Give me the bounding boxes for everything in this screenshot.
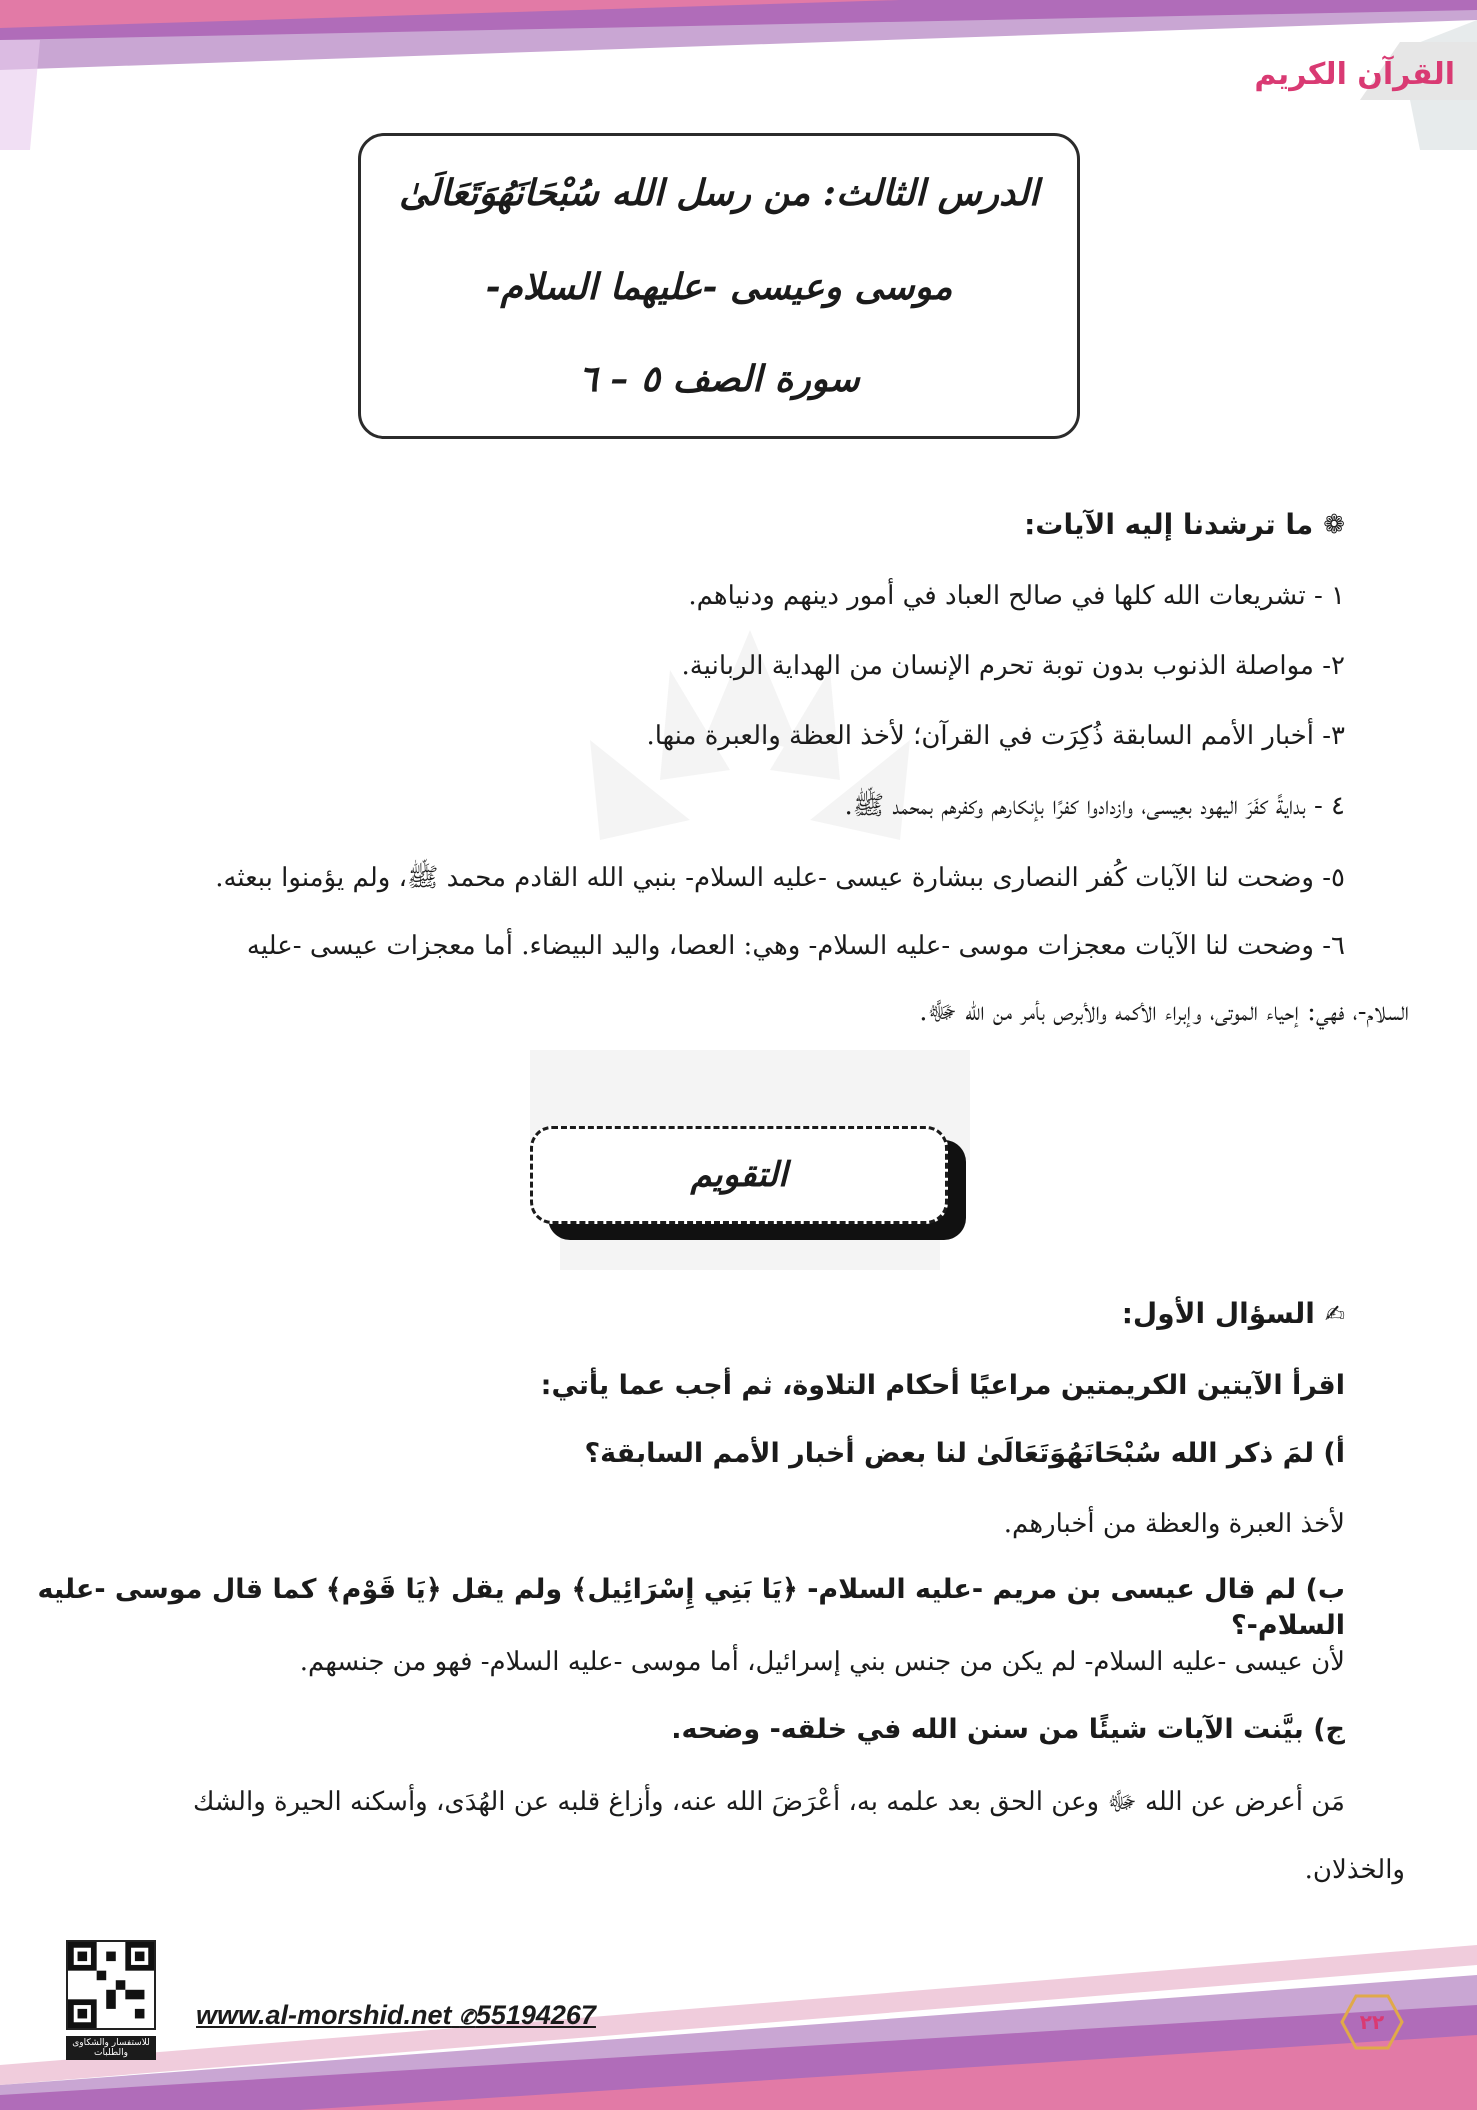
lessons-heading-text: ما ترشدنا إليه الآيات: [1024, 508, 1314, 541]
whatsapp-icon: ✆ [459, 2007, 476, 2029]
lesson-item-4: ٤ - بدايةً كفَرَ اليهود بعِيسى، وازدادوا كفرًا بإنكارهم وكفرهم بمحمد ﷺ. [844, 791, 1345, 821]
page-number [1340, 1990, 1404, 2054]
question1-c-answer-continued: والخذلان. [1304, 1855, 1405, 1885]
question1-b: ب) لم قال عيسى بن مريم -عليه السلام- ﴿يَا بَنِي إِسْرَائِيل﴾ ولم يقل ﴿يَا قَوْم﴾ كما قال موسى -عليه السلام-؟ [37, 1574, 1345, 1641]
qr-caption: للاستفسار والشكاوى والطلبات [66, 2036, 156, 2060]
lesson-subtitle: موسى وعيسى -عليهما السلام- [485, 266, 953, 308]
lessons-heading [1024, 508, 1345, 541]
question1-a-answer: لأخذ العبرة والعظة من أخبارهم. [1003, 1509, 1345, 1539]
question1-b-answer: لأن عيسى -عليه السلام- لم يكن من جنس بني إسرائيل، أما موسى -عليه السلام- فهو من جنسهم. [299, 1647, 1345, 1677]
evaluation-banner: التقويم [530, 1126, 948, 1224]
qr-code-icon [66, 1940, 156, 2030]
question1-heading-text: السؤال الأول: [1121, 1297, 1315, 1330]
lesson-title-box [358, 133, 1080, 439]
question1-c: ج) بيَّنت الآيات شيئًا من سنن الله في خلقه- وضحه. [671, 1714, 1345, 1745]
footer-contact[interactable] [196, 2000, 596, 2031]
lesson-item-1: ١ - تشريعات الله كلها في صالح العباد في أمور دينهم ودنياهم. [688, 581, 1345, 611]
lesson-title: الدرس الثالث: من رسل الله سُبْحَانَهُوَتَعَالَىٰ [399, 172, 1039, 214]
lesson-item-5: ٥- وضحت لنا الآيات كُفر النصارى ببشارة عيسى -عليه السلام- بنبي الله القادم محمد ﷺ، ولم يؤمنوا ببعثه. [215, 863, 1345, 893]
header-subject: القرآن الكريم [1254, 56, 1455, 92]
lesson-item-2: ٢- مواصلة الذنوب بدون توبة تحرم الإنسان من الهداية الربانية. [681, 651, 1345, 681]
website-link[interactable]: www.al-morshid.net [196, 2000, 452, 2030]
phone-number: 55194267 [475, 2000, 596, 2030]
lesson-item-3: ٣- أخبار الأمم السابقة ذُكِرَت في القرآن؛ لأخذ العظة والعبرة منها. [646, 721, 1345, 751]
surah-reference: سورة الصف ٥ – ٦ [578, 358, 860, 400]
question1-a: أ) لمَ ذكر الله سُبْحَانَهُوَتَعَالَىٰ لنا بعض أخبار الأمم السابقة؟ [584, 1438, 1345, 1469]
page-number-text: ٢٢ [1359, 2010, 1385, 2034]
lesson-item-6-continued: السلام-، فهي: إحياء الموتى، وإبراء الأكمه والأبرص بأمر من الله ﷻ. [919, 997, 1409, 1027]
flower-ornament-icon: ❁ [1323, 509, 1345, 540]
question1-instruction: اقرأ الآيتين الكريمتين مراعيًا أحكام التلاوة، ثم أجب عما يأتي: [540, 1370, 1345, 1401]
question1-c-answer: مَن أعرض عن الله ﷻ وعن الحق بعد علمه به، أعْرَضَ الله عنه، وأزاغ قلبه عن الهُدَى، وأسكنه الحيرة والشك [192, 1787, 1345, 1817]
question1-heading [1122, 1297, 1345, 1330]
pen-writing-icon: ✍ [1324, 1299, 1345, 1328]
qr-code[interactable] [66, 1940, 156, 2058]
lesson-item-6: ٦- وضحت لنا الآيات معجزات موسى -عليه السلام- وهي: العصا، واليد البيضاء. أما معجزات عيسى -عليه [246, 931, 1345, 961]
